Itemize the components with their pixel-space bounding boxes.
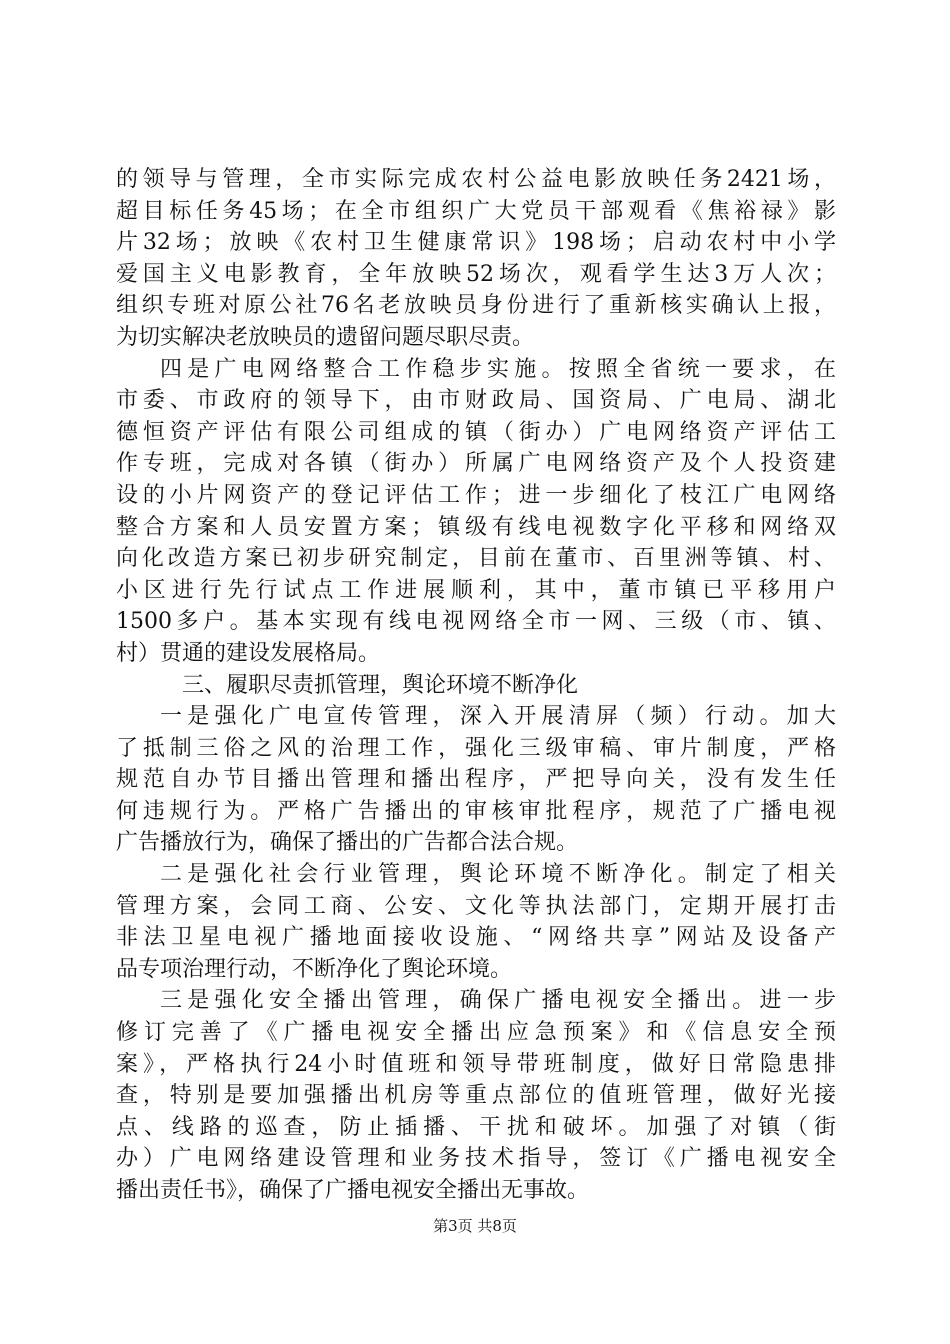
paragraph-line: 小区进行先行试点工作进展顺利，其中，董市镇已平移用户 xyxy=(116,577,836,603)
paragraph-line: 修订完善了《广播电视安全播出应急预案》和《信息安全预 xyxy=(116,1020,836,1046)
paragraph-line: 一是强化广电宣传管理，深入开展清屏（频）行动。加大 xyxy=(160,704,836,730)
paragraph-line: 的领导与管理，全市实际完成农村公益电影放映任务2421场， xyxy=(116,167,836,192)
paragraph-line: 规范自办节目播出管理和播出程序，严把导向关，没有发生任 xyxy=(116,767,836,793)
paragraph-line: 品专项治理行动，不断净化了舆论环境。 xyxy=(116,956,513,982)
paragraph-line: 广告播放行为，确保了播出的广告都合法合规。 xyxy=(116,830,579,856)
paragraph-line: 三是强化安全播出管理，确保广播电视安全播出。进一步 xyxy=(160,988,836,1014)
page-footer: 第3页 共8页 xyxy=(433,1217,517,1235)
paragraph-line: 播出责任书》，确保了广播电视安全播出无事故。 xyxy=(116,1178,590,1203)
paragraph-line: 设的小片网资产的登记评估工作；进一步细化了枝江广电网络 xyxy=(116,482,836,508)
paragraph-line: 村）贯通的建设发展格局。 xyxy=(116,640,381,666)
paragraph-line: 超目标任务45场；在全市组织广大党员干部观看《焦裕禄》影 xyxy=(116,198,836,224)
paragraph-line: 整合方案和人员安置方案；镇级有线电视数字化平移和网络双 xyxy=(116,514,836,540)
paragraph-line: 二是强化社会行业管理，舆论环境不断净化。制定了相关 xyxy=(160,862,836,888)
paragraph-line: 组织专班对原公社76名老放映员身份进行了重新核实确认上报， xyxy=(116,293,836,319)
paragraph-line: 德恒资产评估有限公司组成的镇（街办）广电网络资产评估工 xyxy=(116,419,836,445)
paragraph-line: 点、线路的巡查，防止插播、干扰和破坏。加强了对镇（街 xyxy=(116,1114,836,1140)
paragraph-line: 市委、市政府的领导下，由市财政局、国资局、广电局、湖北 xyxy=(116,388,836,414)
paragraph-line: 非法卫星电视广播地面接收设施、“网络共享”网站及设备产 xyxy=(116,925,836,951)
paragraph-line: 向化改造方案已初步研究制定，目前在董市、百里洲等镇、村、 xyxy=(116,546,836,572)
paragraph-line: 办）广电网络建设管理和业务技术指导，签订《广播电视安全 xyxy=(116,1146,836,1172)
paragraph-line: 为切实解决老放映员的遗留问题尽职尽责。 xyxy=(116,324,535,350)
document-body xyxy=(116,164,836,1207)
paragraph-line: 四是广电网络整合工作稳步实施。按照全省统一要求，在 xyxy=(160,356,836,382)
paragraph-line: 片32场；放映《农村卫生健康常识》198场；启动农村中小学 xyxy=(116,230,836,256)
paragraph-line: 爱国主义电影教育，全年放映52场次，观看学生达3万人次； xyxy=(116,261,836,287)
paragraph-line: 案》，严格执行24小时值班和领导带班制度，做好日常隐患排 xyxy=(116,1051,836,1077)
paragraph-line: 查，特别是要加强播出机房等重点部位的值班管理，做好光接 xyxy=(116,1083,836,1109)
section-heading: 三、履职尽责抓管理，舆论环境不断净化 xyxy=(182,672,579,698)
paragraph-line: 了抵制三俗之风的治理工作，强化三级审稿、审片制度，严格 xyxy=(116,735,836,761)
paragraph-line: 管理方案，会同工商、公安、文化等执法部门，定期开展打击 xyxy=(116,893,836,919)
paragraph-line: 作专班，完成对各镇（街办）所属广电网络资产及个人投资建 xyxy=(116,451,836,477)
paragraph-line: 何违规行为。严格广告播出的审核审批程序，规范了广播电视 xyxy=(116,798,836,824)
paragraph-line: 1500多户。基本实现有线电视网络全市一网、三级（市、镇、 xyxy=(116,609,836,635)
